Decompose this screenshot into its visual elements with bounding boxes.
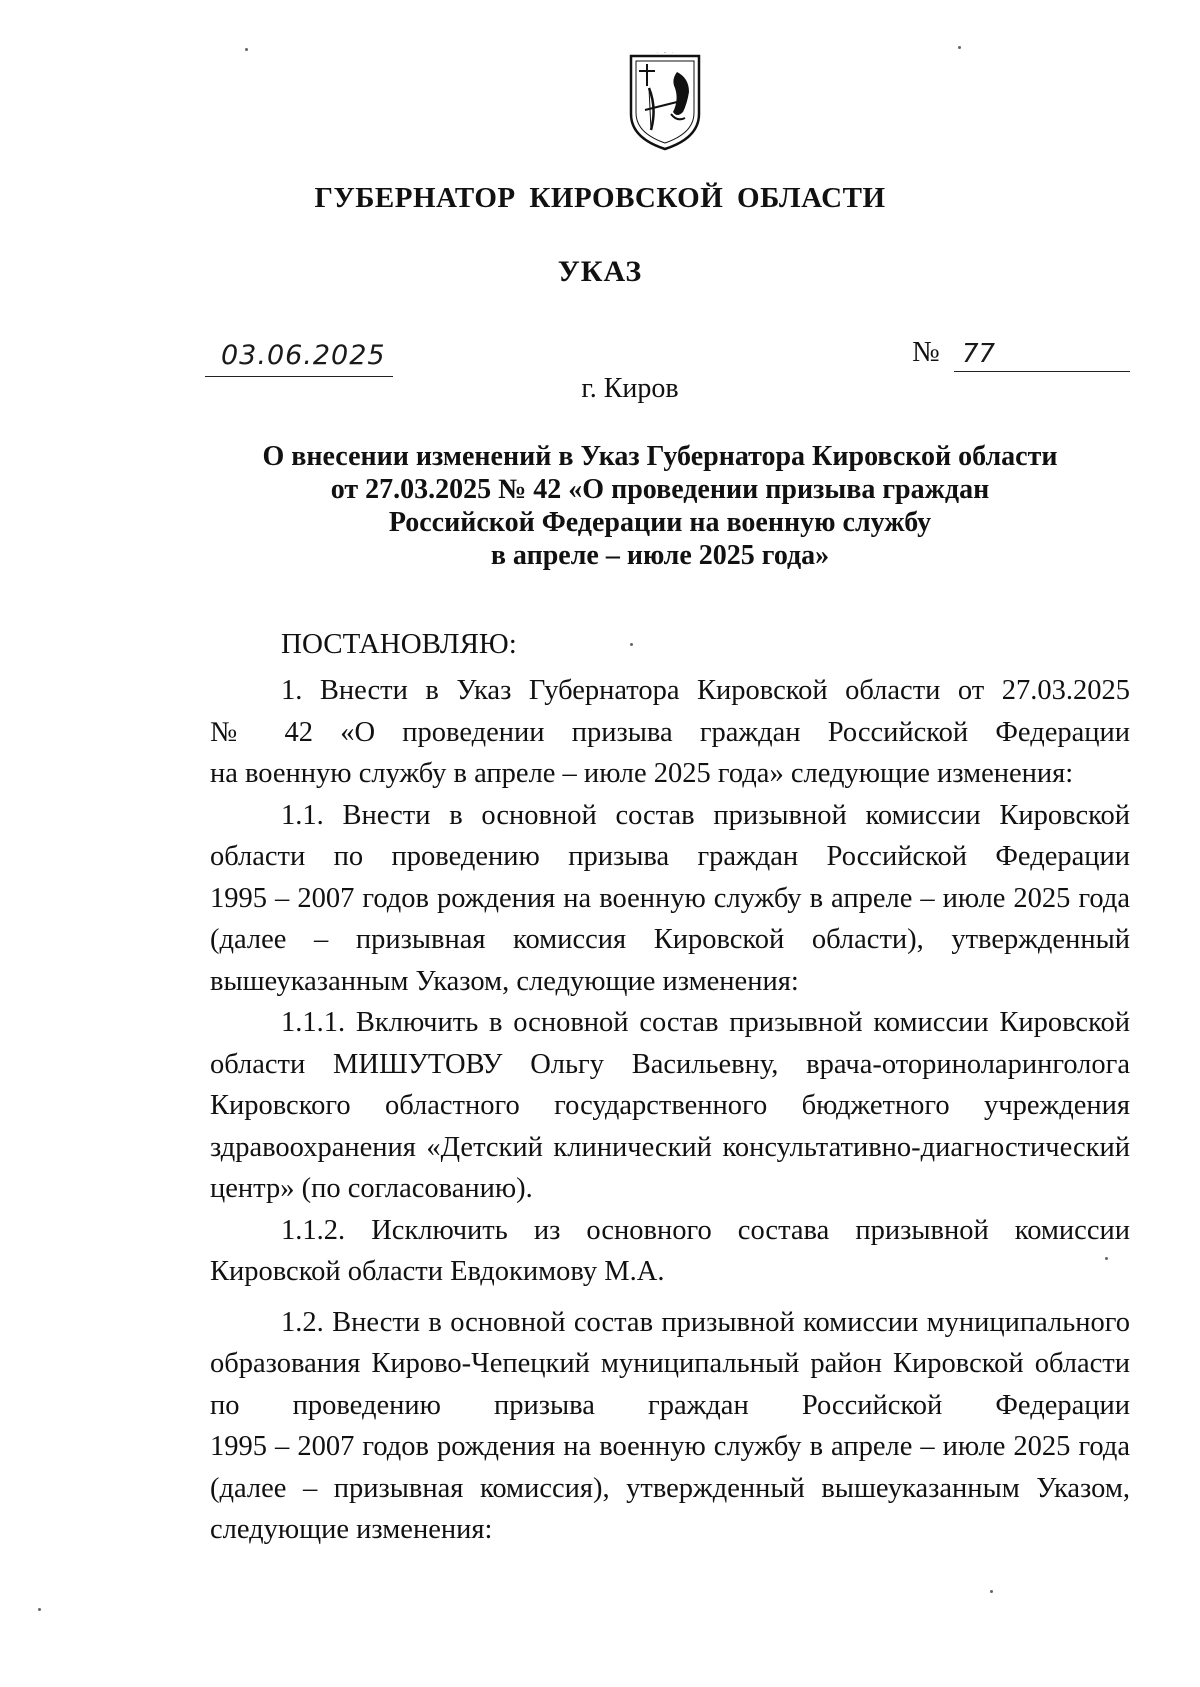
resolve-heading: ПОСТАНОВЛЯЮ: xyxy=(281,628,517,660)
scan-speck xyxy=(630,643,633,646)
body-line: № 42 «О проведении призыва граждан Российской Федерации xyxy=(210,716,1130,748)
body-line: по проведению призыва граждан Российской Федерации xyxy=(210,1389,1130,1421)
document-date-field xyxy=(205,340,393,377)
title-line: О внесении изменений в Указ Губернатора Кировской области xyxy=(262,441,1058,472)
body-line: на военную службу в апреле – июле 2025 года» следующие изменения: xyxy=(210,758,1074,789)
scan-speck xyxy=(38,1608,41,1611)
body-line: 1995 – 2007 годов рождения на военную службу в апреле – июле 2025 года xyxy=(210,882,1130,914)
coat-of-arms-emblem xyxy=(627,52,703,152)
body-line: (далее – призывная комиссия Кировской области), утвержденный xyxy=(210,924,1130,955)
body-line: здравоохранения «Детский клинический консультативно-диагностический xyxy=(210,1131,1130,1163)
body-line: (далее – призывная комиссия), утвержденный вышеуказанным Указом, xyxy=(210,1472,1130,1504)
body-line: центр» (по согласованию). xyxy=(210,1173,533,1204)
body-line: 1995 – 2007 годов рождения на военную службу в апреле – июле 2025 года xyxy=(210,1431,1130,1462)
title-line: от 27.03.2025 № 42 «О проведении призыва граждан xyxy=(330,474,990,505)
number-sign: № xyxy=(912,336,940,368)
body-line: вышеуказанным Указом, следующие изменения: xyxy=(210,965,799,997)
document-date: 03.06.2025 xyxy=(221,340,386,371)
body-line: следующие изменения: xyxy=(210,1514,493,1545)
body-line: 1.1. Внести в основной состав призывной комиссии Кировской xyxy=(281,799,1130,831)
body-line: Кировской области Евдокимову М.А. xyxy=(210,1256,665,1287)
body-line: области МИШУТОВУ Ольгу Васильевну, врача-оториноларинголога xyxy=(210,1048,1130,1080)
title-line: в апреле – июле 2025 года» xyxy=(490,540,830,571)
number-underline xyxy=(954,371,1130,372)
document-city: г. Киров xyxy=(581,373,679,404)
body-line: 1.2. Внести в основной состав призывной комиссии муниципального xyxy=(281,1306,1130,1338)
paragraph-gap xyxy=(210,1293,1130,1302)
body-line: Кировского областного государственного бюджетного учреждения xyxy=(210,1090,1130,1121)
scan-speck xyxy=(958,46,961,49)
body-line: области по проведению призыва граждан Российской Федерации xyxy=(210,841,1130,872)
document-type: УКАЗ xyxy=(557,255,643,288)
document-number: 77 xyxy=(962,339,996,369)
body-line: 1.1.2. Исключить из основного состава призывной комиссии xyxy=(281,1214,1130,1246)
scan-speck xyxy=(990,1590,993,1593)
issuing-authority: ГУБЕРНАТОР КИРОВСКОЙ ОБЛАСТИ xyxy=(314,182,886,214)
body-line: образования Кирово-Чепецкий муниципальный район Кировской области xyxy=(210,1348,1130,1379)
scan-speck xyxy=(1105,1257,1108,1260)
document-body xyxy=(210,670,1130,1551)
scan-speck xyxy=(245,48,248,51)
body-line: 1. Внести в Указ Губернатора Кировской области от 27.03.2025 xyxy=(281,675,1130,706)
title-line: Российской Федерации на военную службу xyxy=(388,507,932,538)
document-title xyxy=(210,440,1110,572)
document-number-field xyxy=(912,336,1130,374)
body-line: 1.1.1. Включить в основной состав призывной комиссии Кировской xyxy=(281,1007,1130,1038)
